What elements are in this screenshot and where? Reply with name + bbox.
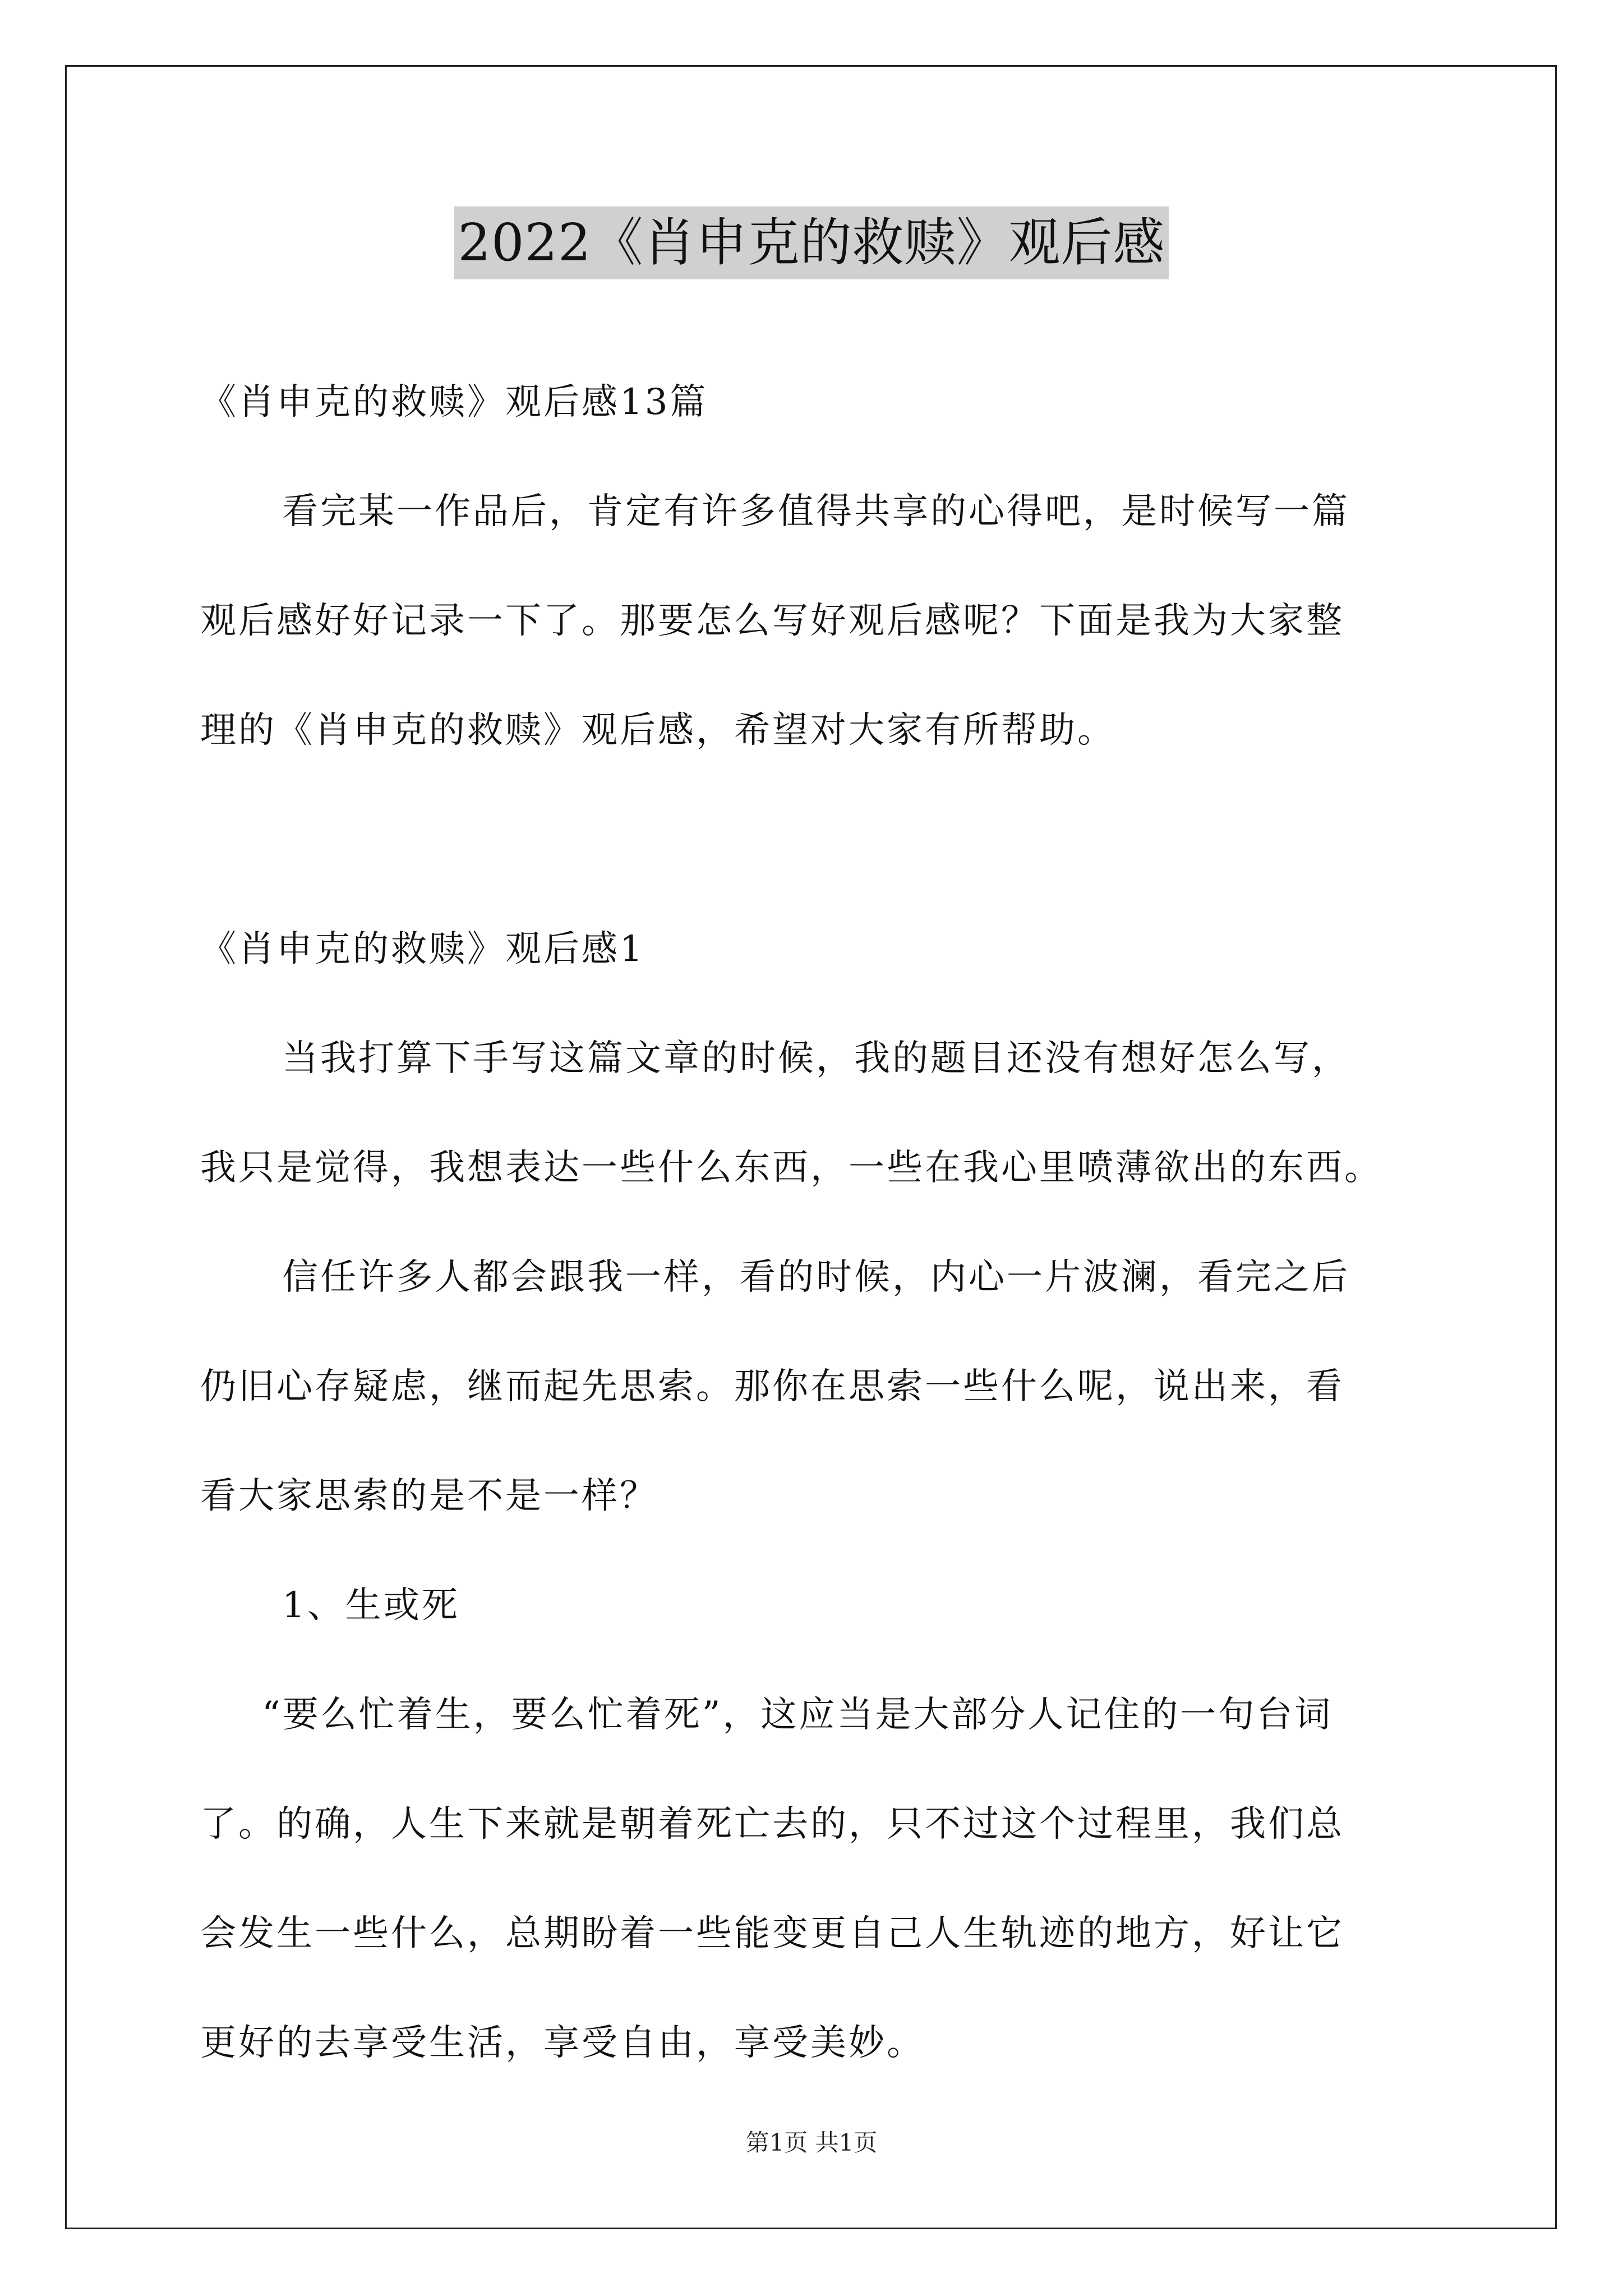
- intro-line: 理的《肖申克的救赎》观后感，希望对大家有所帮助。: [200, 710, 1115, 751]
- paragraph-line: 仍旧心存疑虑，继而起先思索。那你在思索一些什么呢，说出来，看: [200, 1366, 1344, 1407]
- paragraph-gap: [200, 785, 1434, 895]
- paragraph-line: 会发生一些什么，总期盼着一些能变更自己人生轨迹的地方，好让它: [200, 1913, 1344, 1954]
- document-title: 2022《肖申克的救赎》观后感: [454, 206, 1168, 279]
- paragraph-line: “要么忙着生，要么忙着死”，这应当是大部分人记住的一句台词: [262, 1694, 1333, 1736]
- list-item-heading: 1、生或死: [282, 1585, 460, 1626]
- paragraph-line: 当我打算下手写这篇文章的时候，我的题目还没有想好怎么写，: [282, 1038, 1350, 1079]
- paragraph-line: 了。的确，人生下来就是朝着死亡去的，只不过这个过程里，我们总: [200, 1803, 1344, 1845]
- subtitle-heading: 《肖申克的救赎》观后感13篇: [200, 381, 708, 423]
- title-container: [0, 206, 1623, 279]
- document-body: [200, 348, 1434, 2098]
- paragraph-line: 我只是觉得，我想表达一些什么东西，一些在我心里喷薄欲出的东西。: [200, 1147, 1382, 1189]
- paragraph-line: 看大家思索的是不是一样？: [200, 1475, 658, 1517]
- paragraph-line: 更好的去享受生活，享受自由，享受美妙。: [200, 2022, 925, 2064]
- section-heading: 《肖申克的救赎》观后感1: [200, 928, 645, 970]
- intro-line: 看完某一作品后，肯定有许多值得共享的心得吧，是时候写一篇: [282, 491, 1350, 532]
- intro-line: 观后感好好记录一下了。那要怎么写好观后感呢？下面是我为大家整: [200, 600, 1344, 642]
- paragraph-line: 信任许多人都会跟我一样，看的时候，内心一片波澜，看完之后: [282, 1257, 1350, 1298]
- page-footer: 第1页 共1页: [745, 2129, 878, 2156]
